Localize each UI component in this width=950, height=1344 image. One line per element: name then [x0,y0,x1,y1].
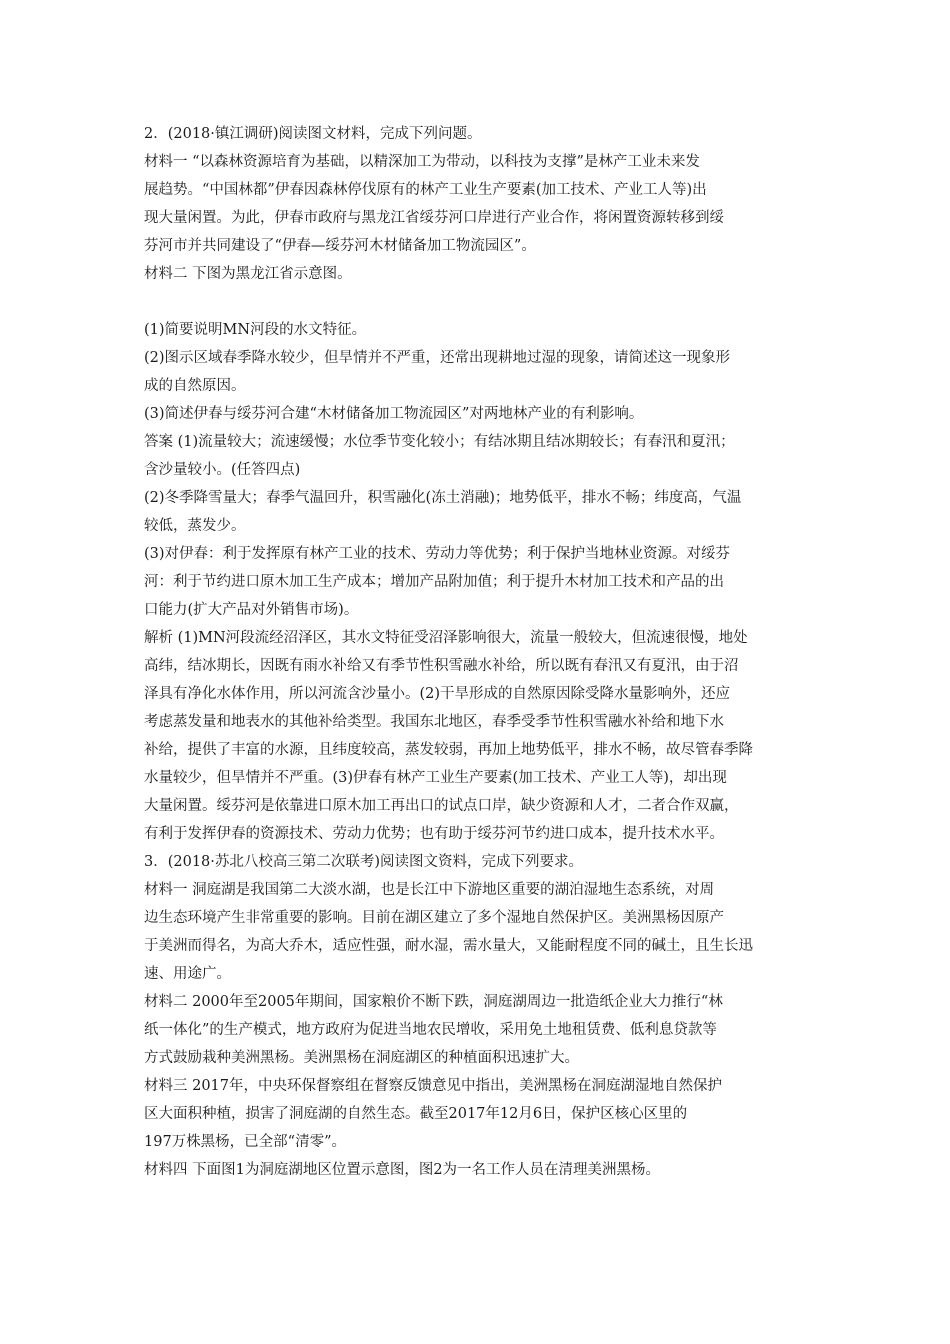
material-2-line: 材料二 下图为黑龙江省示意图。 [144,266,352,282]
answer-2-line-2: 较低，蒸发少。 [144,518,246,534]
analysis-line-8: 有利于发挥伊春的资源技术、劳动力优势；也有助于绥芬河节约进口成本，提升技术水平。 [144,826,724,842]
material-1-line-3: 现大量闲置。为此，伊春市政府与黑龙江省绥芬河口岸进行产业合作，将闲置资源转移到绥 [144,210,724,226]
q3-material-1-line-2: 边生态环境产生非常重要的影响。目前在湖区建立了多个湿地自然保护区。美洲黑杨因原产 [144,910,724,926]
q2-heading: 2．(2018·镇江调研)阅读图文材料，完成下列问题。 [144,126,482,142]
q3-material-2-line-3: 方式鼓励栽种美洲黑杨。美洲黑杨在洞庭湖区的种植面积迅速扩大。 [144,1050,579,1066]
q3-material-2-line-2: 纸一体化”的生产模式，地方政府为促进当地农民增收，采用免土地租赁费、低利息贷款等 [144,1022,717,1038]
question-2-line-1: (2)图示区域春季降水较少，但旱情并不严重，还常出现耕地过湿的现象，请简述这一现象形 [144,350,731,366]
answer-1-line-2: 含沙量较小。(任答四点) [144,462,301,478]
answer-3-line-3: 口能力(扩大产品对外销售市场)。 [144,602,359,618]
analysis-line-6: 水量较少，但旱情并不严重。(3)伊春有林产工业生产要素(加工技术、产业工人等)，却出现 [144,770,727,786]
analysis-line-2: 高纬，结冰期长，因既有雨水补给又有季节性积雪融水补给，所以既有春汛又有夏汛，由于沼 [144,658,739,674]
analysis-line-1: 解析 (1)MN河段流经沼泽区，其水文特征受沼泽影响很大，流量一般较大，但流速很慢，地处 [144,630,748,646]
analysis-line-3: 泽具有净化水体作用，所以河流含沙量小。(2)干旱形成的自然原因除受降水量影响外，还应 [144,686,731,702]
answer-2-line-1: (2)冬季降雪量大；春季气温回升，积雪融化(冻土消融)；地势低平，排水不畅；纬度高，气温 [144,490,742,506]
q3-material-3-line-1: 材料三 2017年，中央环保督察组在督察反馈意见中指出，美洲黑杨在洞庭湖湿地自然保护 [144,1078,723,1094]
question-3: (3)简述伊春与绥芬河合建“木材储备加工物流园区”对两地林产业的有利影响。 [144,406,644,422]
document-body [144,120,814,1184]
analysis-line-4: 考虑蒸发量和地表水的其他补给类型。我国东北地区，春季受季节性积雪融水补给和地下水 [144,714,724,730]
q3-heading: 3．(2018·苏北八校高三第二次联考)阅读图文资料，完成下列要求。 [144,854,584,870]
question-2-line-2: 成的自然原因。 [144,378,246,394]
blank-line [144,288,814,316]
material-1-line-1: 材料一 “以森林资源培育为基础，以精深加工为带动，以科技为支撑”是林产工业未来发 [144,154,700,170]
q3-material-2-line-1: 材料二 2000年至2005年期间，国家粮价不断下跌，洞庭湖周边一批造纸企业大力推行“林 [144,994,723,1010]
question-1: (1)简要说明MN河段的水文特征。 [144,322,367,338]
q3-material-3-line-2: 区大面积种植，损害了洞庭湖的自然生态。截至2017年12月6日，保护区核心区里的 [144,1106,688,1122]
answer-3-line-1: (3)对伊春：利于发挥原有林产工业的技术、劳动力等优势；利于保护当地林业资源。对绥芬 [144,546,731,562]
material-1-line-4: 芬河市并共同建设了“伊春—绥芬河木材储备加工物流园区”。 [144,238,536,254]
answer-3-line-2: 河：利于节约进口原木加工生产成本；增加产品附加值；利于提升木材加工技术和产品的出 [144,574,724,590]
material-1-line-2: 展趋势。“中国林都”伊春因森林停伐原有的林产工业生产要素(加工技术、产业工人等)出 [144,182,707,198]
analysis-line-5: 补给，提供了丰富的水源，且纬度较高，蒸发较弱，再加上地势低平，排水不畅，故尽管春季降 [144,742,753,758]
answer-1-line-1: 答案 (1)流量较大；流速缓慢；水位季节变化较小；有结冰期且结冰期较长；有春汛和夏汛； [144,434,735,450]
q3-material-1-line-3: 于美洲而得名，为高大乔木，适应性强，耐水湿，需水量大，又能耐程度不同的碱土，且生长迅 [144,938,753,954]
q3-material-4-line: 材料四 下面图1为洞庭湖地区位置示意图，图2为一名工作人员在清理美洲黑杨。 [144,1162,661,1178]
q3-material-3-line-3: 197万株黑杨，已全部“清零”。 [144,1134,347,1150]
q3-material-1-line-4: 速、用途广。 [144,966,231,982]
q3-material-1-line-1: 材料一 洞庭湖是我国第二大淡水湖，也是长江中下游地区重要的湖泊湿地生态系统，对周 [144,882,715,898]
analysis-line-7: 大量闲置。绥芬河是依靠进口原木加工再出口的试点口岸，缺少资源和人才，二者合作双赢， [144,798,739,814]
